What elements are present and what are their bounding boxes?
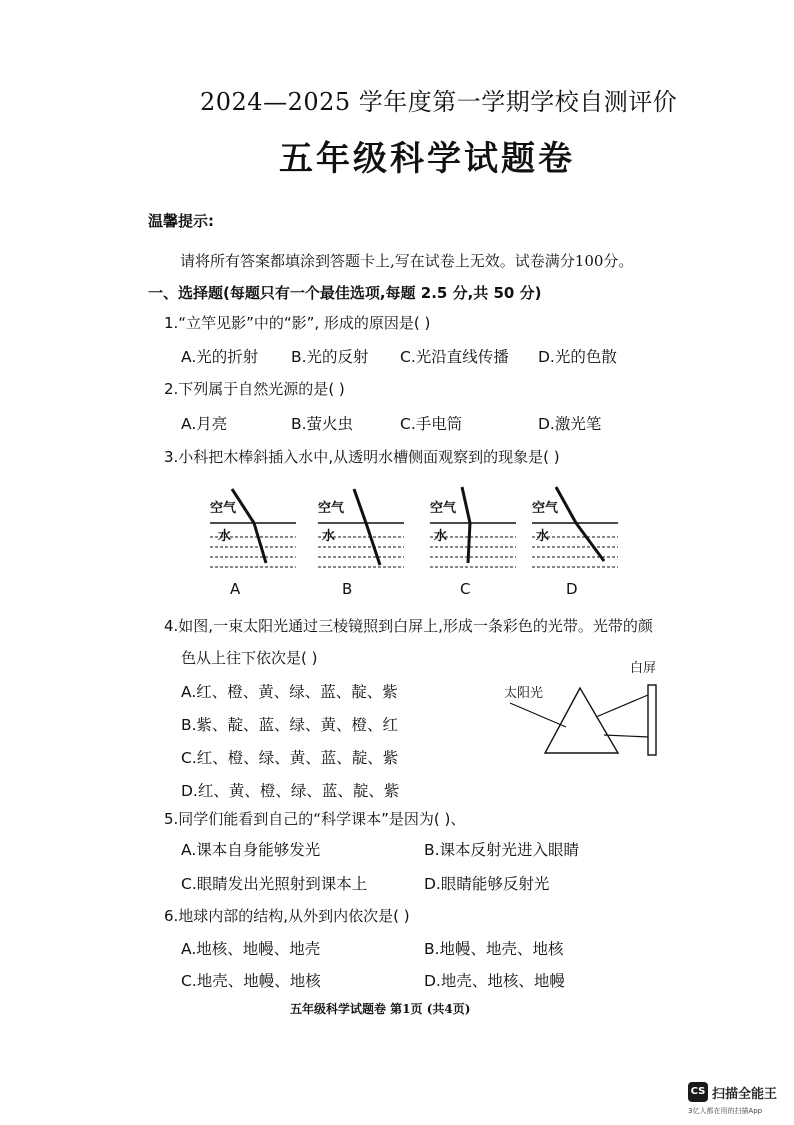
q1-option-c: C.光沿直线传播 [400,348,509,366]
q3-figure-c [430,485,520,575]
q6-option-a: A.地核、地幔、地壳 [181,940,321,958]
exam-title: 五年级科学试题卷 [279,139,575,179]
q5-option-b: B.课本反射光进入眼睛 [424,841,580,859]
water-label: 水 [218,529,232,544]
q3-figure-a [210,485,300,575]
q4-option-d: D.红、黄、橙、绿、蓝、靛、紫 [181,782,400,800]
q3-stem: 3.小科把木棒斜插入水中,从透明水槽侧面观察到的现象是( ) [164,448,560,466]
q4-prism-figure [500,655,670,770]
stick-in-water-diagram-b [318,485,408,575]
water-label: 水 [322,529,336,544]
tip-label: 温馨提示: [148,212,214,230]
air-label: 空气 [430,501,457,516]
water-label: 水 [434,529,448,544]
q2-option-a: A.月亮 [181,415,228,433]
stick-in-water-diagram-c [430,485,520,575]
q3-figure-d [532,485,622,575]
prism-diagram [500,655,670,770]
q5-option-a: A.课本自身能够发光 [181,841,321,859]
q5-stem: 5.同学们能看到自己的“科学课本”是因为( )、 [164,810,466,828]
section1-heading: 一、选择题(每题只有一个最佳选项,每题 2.5 分,共 50 分) [148,284,542,302]
sunlight-label: 太阳光 [504,686,544,701]
tip-text: 请将所有答案都填涂到答题卡上,写在试卷上无效。试卷满分100分。 [180,252,634,270]
exam-header: 2024—2025 学年度第一学期学校自测评价 [200,88,678,116]
q4-stem-line1: 4.如图,一束太阳光通过三棱镜照到白屏上,形成一条彩色的光带。光带的颜 [164,617,653,635]
q3-label-c: C [460,580,471,598]
q1-option-d: D.光的色散 [538,348,617,366]
air-label: 空气 [532,501,559,516]
q4-option-b: B.紫、靛、蓝、绿、黄、橙、红 [181,716,399,734]
scanner-watermark [688,1082,788,1120]
q2-option-b: B.萤火虫 [291,415,354,433]
q6-option-b: B.地幔、地壳、地核 [424,940,564,958]
stick-in-water-diagram-a [210,485,300,575]
stick-in-water-diagram-d [532,485,622,575]
water-label: 水 [536,529,550,544]
air-label: 空气 [210,501,237,516]
screen-label: 白屏 [630,661,657,676]
q5-option-d: D.眼睛能够反射光 [424,875,550,893]
q5-option-c: C.眼睛发出光照射到课本上 [181,875,368,893]
q4-option-a: A.红、橙、黄、绿、蓝、靛、紫 [181,683,398,701]
q2-stem: 2.下列属于自然光源的是( ) [164,380,345,398]
q3-label-d: D [566,580,578,598]
q4-stem-line2: 色从上往下依次是( ) [181,649,318,667]
q6-option-d: D.地壳、地核、地幔 [424,972,565,990]
q1-option-b: B.光的反射 [291,348,369,366]
cs-logo-icon: CS [688,1082,708,1102]
watermark-slogan: 3亿人都在用的扫描App [688,1107,763,1115]
q2-option-d: D.激光笔 [538,415,602,433]
q4-option-c: C.红、橙、绿、黄、蓝、靛、紫 [181,749,399,767]
air-label: 空气 [318,501,345,516]
q2-option-c: C.手电筒 [400,415,463,433]
q1-option-a: A.光的折射 [181,348,259,366]
q6-stem: 6.地球内部的结构,从外到内依次是( ) [164,907,410,925]
page-footer: 五年级科学试题卷 第1页 (共4页) [290,1002,471,1016]
q1-stem: 1.“立竿见影”中的“影”, 形成的原因是( ) [164,314,431,332]
q3-figure-b [318,485,408,575]
q3-label-b: B [342,580,353,598]
watermark-name: 扫描全能王 [712,1087,778,1102]
q3-label-a: A [230,580,241,598]
q6-option-c: C.地壳、地幔、地核 [181,972,321,990]
